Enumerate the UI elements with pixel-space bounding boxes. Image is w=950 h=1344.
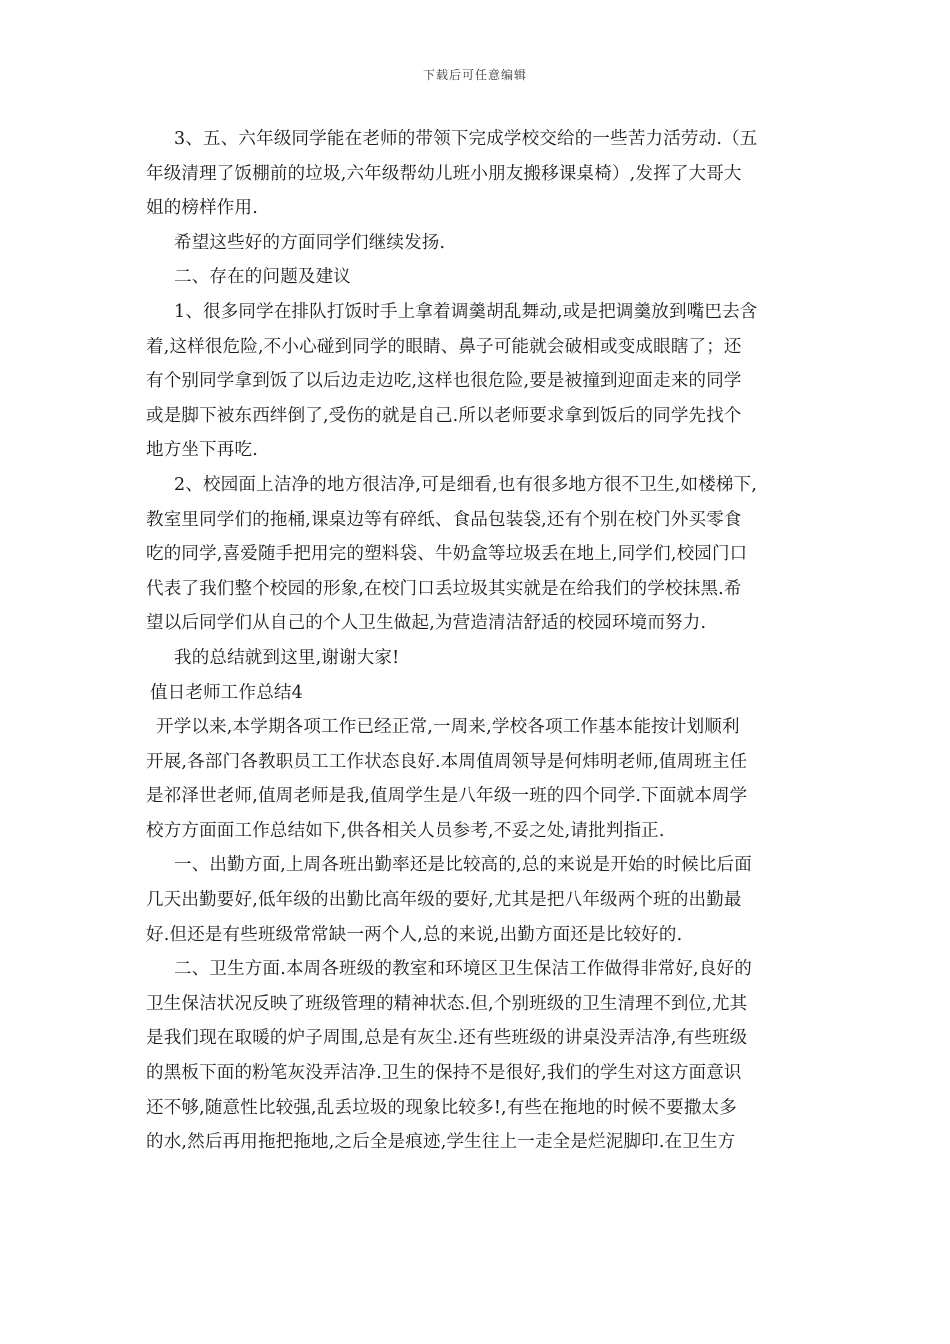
paragraph-line: 有个别同学拿到饭了以后边走边吃,这样也很危险,要是被撞到迎面走来的同学 bbox=[146, 371, 742, 392]
document-title: 值日老师工作总结4 bbox=[150, 682, 303, 703]
paragraph-line: 姐的榜样作用. bbox=[146, 198, 258, 219]
paragraph-line: 好.但还是有些班级常常缺一两个人,总的来说,出勤方面还是比较好的. bbox=[146, 924, 683, 945]
paragraph-line: 几天出勤要好,低年级的出勤比高年级的要好,尤其是把八年级两个班的出勤最 bbox=[146, 890, 742, 911]
paragraph-line: 是祁泽世老师,值周老师是我,值周学生是八年级一班的四个同学.下面就本周学 bbox=[146, 786, 748, 807]
paragraph-line: 开学以来,本学期各项工作已经正常,一周来,学校各项工作基本能按计划顺利 bbox=[156, 717, 740, 738]
paragraph-line: 的水,然后再用拖把拖地,之后全是痕迹,学生往上一走全是烂泥脚印.在卫生方 bbox=[146, 1132, 736, 1153]
paragraph-line: 教室里同学们的拖桶,课桌边等有碎纸、食品包装袋,还有个别在校门外买零食 bbox=[146, 509, 742, 530]
paragraph-line: 校方方面面工作总结如下,供各相关人员参考,不妥之处,请批判指正. bbox=[146, 820, 665, 841]
paragraph-line: 一、出勤方面,上周各班出勤率还是比较高的,总的来说是开始的时候比后面 bbox=[174, 855, 752, 876]
paragraph-line: 还不够,随意性比较强,乱丢垃圾的现象比较多!,有些在拖地的时候不要撒太多 bbox=[146, 1097, 737, 1118]
paragraph-line: 着,这样很危险,不小心碰到同学的眼睛、鼻子可能就会破相或变成眼瞎了；还 bbox=[146, 336, 742, 357]
paragraph-line: 3、五、六年级同学能在老师的带领下完成学校交给的一些苦力活劳动.（五 bbox=[174, 129, 758, 149]
paragraph-line: 年级清理了饭棚前的垃圾,六年级帮幼儿班小朋友搬移课桌椅）,发挥了大哥大 bbox=[146, 163, 742, 184]
paragraph-line: 代表了我们整个校园的形象,在校门口丢垃圾其实就是在给我们的学校抹黑.希 bbox=[146, 578, 742, 599]
paragraph-line: 二、卫生方面.本周各班级的教室和环境区卫生保洁工作做得非常好,良好的 bbox=[174, 959, 752, 980]
document-body bbox=[146, 122, 806, 1160]
section-heading: 二、存在的问题及建议 bbox=[174, 267, 351, 288]
paragraph-line: 卫生保洁状况反映了班级管理的精神状态.但,个别班级的卫生清理不到位,尤其 bbox=[146, 993, 748, 1014]
paragraph-line: 1、很多同学在排队打饭时手上拿着调羹胡乱舞动,或是把调羹放到嘴巴去含 bbox=[174, 301, 758, 322]
paragraph-line: 望以后同学们从自己的个人卫生做起,为营造清洁舒适的校园环境而努力. bbox=[146, 613, 707, 634]
paragraph-line: 2、校园面上洁净的地方很洁净,可是细看,也有很多地方很不卫生,如楼梯下, bbox=[174, 474, 758, 495]
paragraph-line: 或是脚下被东西绊倒了,受伤的就是自己.所以老师要求拿到饭后的同学先找个 bbox=[146, 405, 742, 426]
paragraph-line: 是我们现在取暖的炉子周围,总是有灰尘.还有些班级的讲桌没弄洁净,有些班级 bbox=[146, 1028, 748, 1049]
paragraph-line: 希望这些好的方面同学们继续发扬. bbox=[174, 232, 446, 253]
page-header: 下载后可任意编辑 bbox=[422, 68, 527, 82]
paragraph-line: 吃的同学,喜爱随手把用完的塑料袋、牛奶盒等垃圾丢在地上,同学们,校园门口 bbox=[146, 544, 748, 565]
paragraph-line: 的黑板下面的粉笔灰没弄洁净.卫生的保持不是很好,我们的学生对这方面意识 bbox=[146, 1063, 742, 1084]
paragraph-line: 我的总结就到这里,谢谢大家! bbox=[174, 647, 400, 668]
paragraph-line: 地方坐下再吃. bbox=[146, 440, 258, 461]
paragraph-line: 开展,各部门各教职员工工作状态良好.本周值周领导是何炜明老师,值周班主任 bbox=[146, 751, 748, 772]
